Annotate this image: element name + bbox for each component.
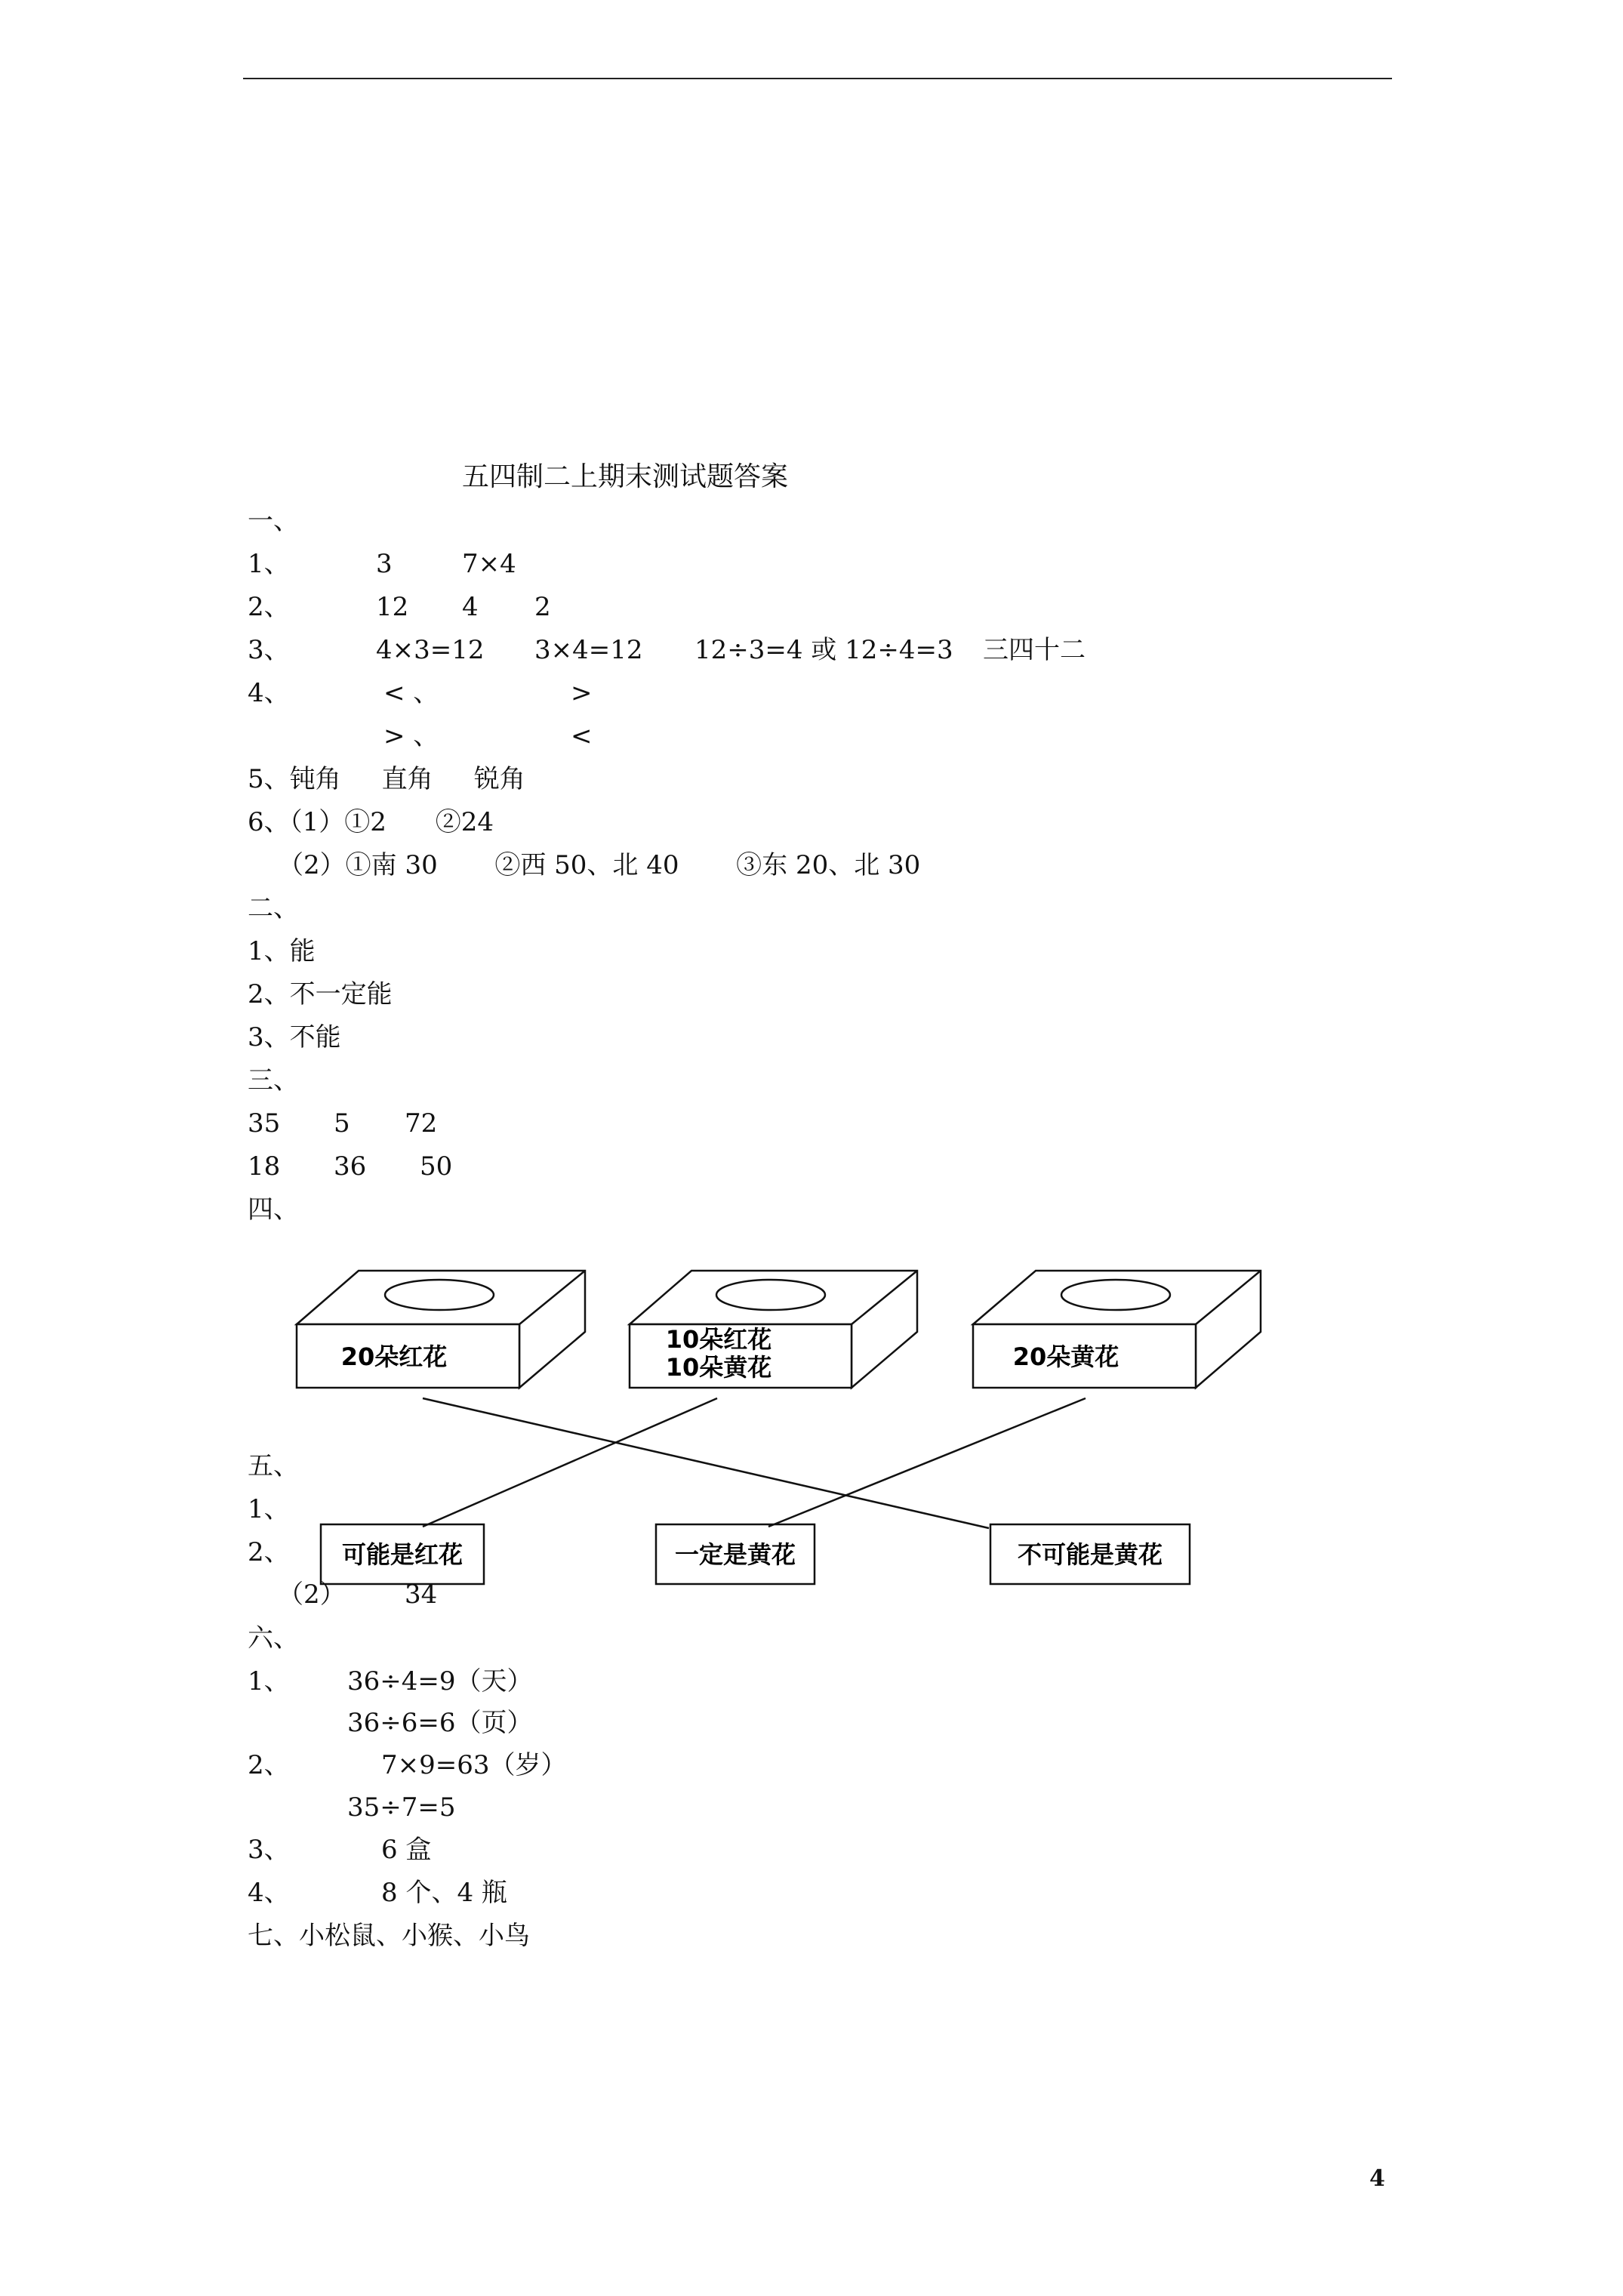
s1-q2-a: 12: [376, 592, 409, 622]
section-5-heading: 五、: [248, 1451, 299, 1481]
s1-q3-b: 3×4=12: [534, 635, 643, 665]
section-1-heading: 一、: [248, 506, 299, 536]
s1-q3-d: 三四十二: [983, 635, 1086, 665]
s1-q1-a: 3: [376, 549, 393, 579]
s6-q2-line1: 7×9=63（岁）: [381, 1750, 567, 1780]
s5-q2: 2、: [248, 1537, 290, 1567]
s6-q2-num: 2、: [248, 1750, 290, 1780]
s2-item-2: 2、不一定能: [248, 979, 393, 1009]
s1-q3-c: 12÷3=4 或 12÷4=3: [694, 635, 953, 665]
s1-q5: 5、钝角 直角 锐角: [248, 764, 525, 794]
match-line-box3-target2: [768, 1398, 1086, 1527]
s6-q3-num: 3、: [248, 1835, 290, 1865]
target-2-label: 一定是黄花: [674, 1540, 796, 1569]
s1-q6b: （2）①南 30 ②西 50、北 40 ③东 20、北 30: [278, 850, 921, 880]
s1-q4-num: 4、: [248, 678, 290, 708]
target-3-label: 不可能是黄花: [1017, 1540, 1163, 1569]
match-line-box1-target3: [423, 1398, 989, 1528]
s2-item-3: 3、不能: [248, 1022, 341, 1052]
s1-q1-num: 1、: [248, 549, 290, 579]
section-3-heading: 三、: [248, 1065, 299, 1096]
s1-q3-num: 3、: [248, 635, 290, 665]
page-number: 4: [1369, 2165, 1385, 2192]
s1-q4-c: > 、: [383, 721, 439, 751]
s6-q1-line1: 36÷4=9（天）: [347, 1666, 533, 1697]
page-title: 五四制二上期末测试题答案: [462, 461, 789, 492]
s1-q2-b: 4: [462, 592, 479, 622]
match-line-box2-target1: [423, 1398, 717, 1527]
s5-q2-value: 34: [405, 1579, 438, 1610]
s3-r2-b: 36: [334, 1151, 367, 1182]
s1-q2-num: 2、: [248, 592, 290, 622]
s1-q4-b: >: [571, 678, 593, 708]
box-2-label-line2: 10朵黄花: [665, 1353, 772, 1382]
section-7: 七、小松鼠、小猴、小鸟: [248, 1921, 530, 1951]
s6-q2-line2: 35÷7=5: [347, 1792, 456, 1823]
box-2-opening: [716, 1280, 825, 1310]
s6-q4-line1: 8 个、4 瓶: [381, 1878, 507, 1908]
section-2-heading: 二、: [248, 893, 299, 923]
s6-q1-line2: 36÷6=6（页）: [347, 1708, 533, 1738]
s6-q4-num: 4、: [248, 1878, 290, 1908]
s1-q6a: 6、（1）①2 ②24: [248, 807, 494, 837]
box-3-opening: [1061, 1280, 1170, 1310]
s2-item-1: 1、能: [248, 936, 316, 966]
s1-q1-b: 7×4: [462, 549, 516, 579]
s1-q3-a: 4×3=12: [376, 635, 485, 665]
s3-r2-a: 18: [248, 1151, 281, 1182]
s1-q2-c: 2: [534, 592, 551, 622]
s3-r1-b: 5: [334, 1108, 350, 1139]
box-2-label-line1: 10朵红花: [665, 1325, 772, 1354]
s1-q4-a: < 、: [383, 678, 439, 708]
s3-r2-c: 50: [420, 1151, 453, 1182]
s1-q4-d: <: [571, 721, 593, 751]
target-1-label: 可能是红花: [341, 1540, 463, 1569]
s3-r1-a: 35: [248, 1108, 281, 1139]
box-1-opening: [385, 1280, 494, 1310]
section-6-heading: 六、: [248, 1623, 299, 1653]
box-1-label: 20朵红花: [340, 1342, 448, 1371]
s5-q2-sub: （2）: [278, 1579, 346, 1610]
s5-q1: 1、: [248, 1494, 290, 1524]
s6-q1-num: 1、: [248, 1666, 290, 1697]
box-3-label: 20朵黄花: [1012, 1342, 1119, 1371]
section-4-heading: 四、: [248, 1194, 299, 1225]
s3-r1-c: 72: [405, 1108, 438, 1139]
s6-q3-line1: 6 盒: [381, 1835, 432, 1865]
